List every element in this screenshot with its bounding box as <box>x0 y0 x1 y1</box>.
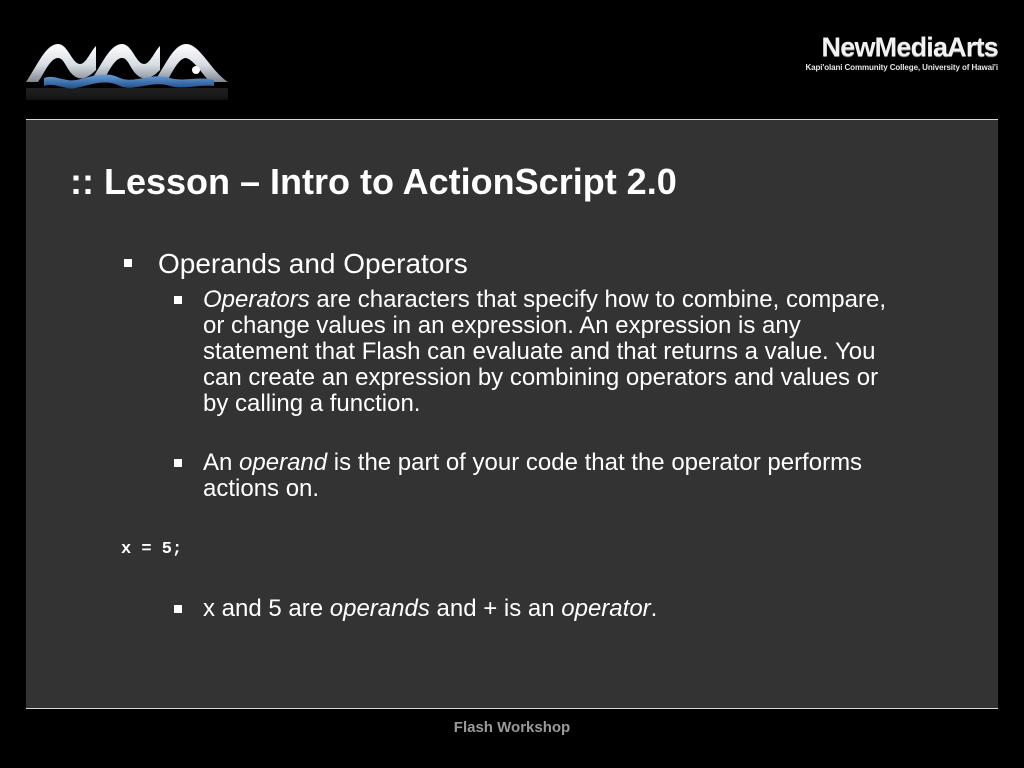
square-bullet-icon <box>124 259 132 267</box>
code-example: x = 5; <box>121 540 183 559</box>
emphasis-operator: operator <box>561 595 651 622</box>
sub-bullet-text-post: . <box>650 595 658 622</box>
brand-subtitle: Kapi'olani Community College, University of Hawai'i <box>805 63 998 72</box>
sub-bullet-text <box>203 450 903 502</box>
footer-text: Flash Workshop <box>453 719 571 736</box>
sub-bullet-text-rest: is the part of your code that the operator performs actions on. <box>203 449 863 502</box>
sub-bullet-text <box>203 596 903 622</box>
square-bullet-icon <box>174 296 182 304</box>
sub-bullet-operand <box>174 450 903 502</box>
sub-bullet-text-rest: are characters that specify how to combine, compare, or change values in an expression. An expression is any statement that Flash can evaluate and that returns a value. You can create an expression by combining operators and values or by calling a function. <box>203 286 886 417</box>
bullet-text: Operands and Operators <box>158 248 468 279</box>
emphasis-operators: Operators <box>203 286 310 313</box>
nma-logo-icon <box>24 34 230 100</box>
brand-name: NewMediaArts <box>821 32 998 62</box>
square-bullet-icon <box>174 605 182 613</box>
sub-bullet-text-pre: x and 5 are <box>203 595 330 622</box>
sub-bullet-operators <box>174 287 903 417</box>
sub-bullet-text-mid: and + is an <box>429 595 562 622</box>
sub-bullet-example <box>174 596 903 622</box>
sub-bullet-text-pre: An <box>203 449 240 476</box>
square-bullet-icon <box>174 459 182 467</box>
slide-title: :: Lesson – Intro to ActionScript 2.0 <box>70 161 677 202</box>
sub-bullet-text <box>203 287 903 417</box>
content-panel <box>26 119 998 709</box>
emphasis-operands: operands <box>329 595 430 622</box>
brand <box>805 32 998 72</box>
emphasis-operand: operand <box>239 449 328 476</box>
